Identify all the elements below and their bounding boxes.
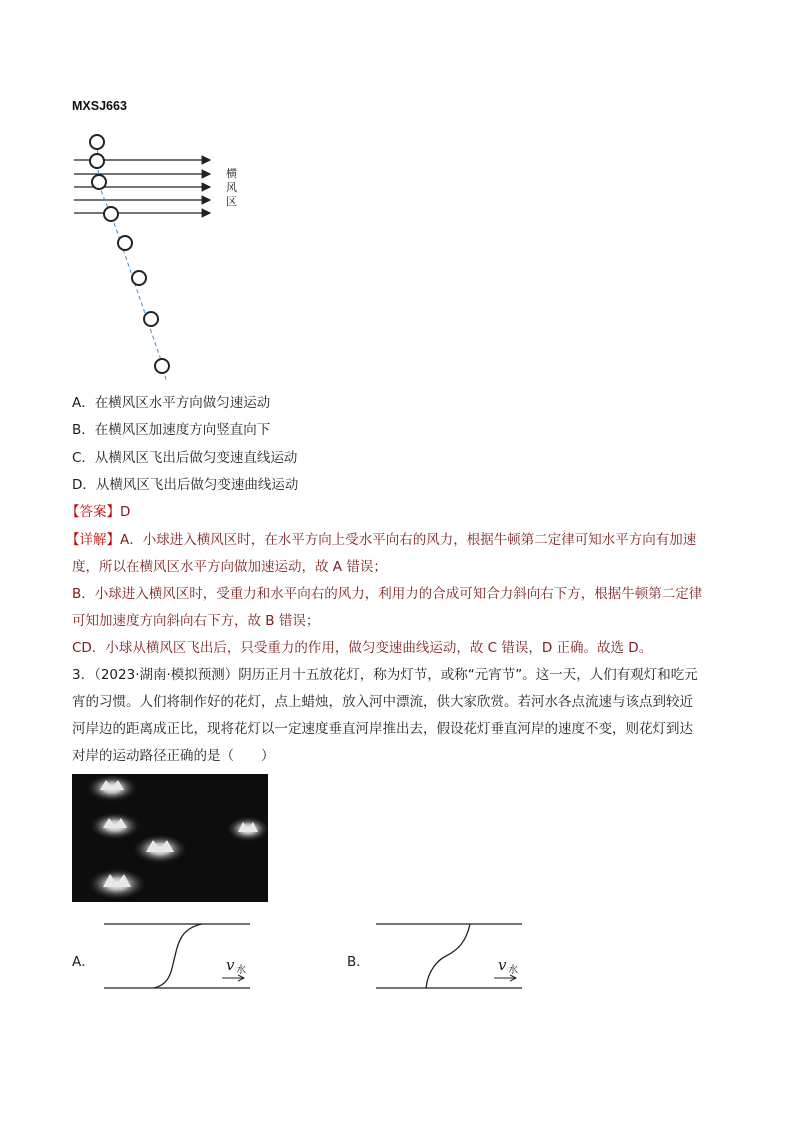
wind-label-3: 区 — [226, 195, 237, 208]
question3-line-4: 对岸的运动路径正确的是（ ） — [72, 748, 275, 764]
problem-code: MXSJ663 — [72, 99, 127, 113]
question3-line-2: 宵的习惯。人们将制作好的花灯，点上蜡烛，放入河中漂流，供大家欣赏。若河水各点流速与该点到较近 — [72, 694, 693, 710]
balls — [90, 135, 169, 373]
explanation-line-1: 【详解】A．小球进入横风区时，在水平方向上受水平向右的风力，根据牛顿第二定律可知水平方向有加速 — [66, 532, 697, 548]
q3-option-b-velocity: v — [498, 956, 507, 974]
q3-option-a-figure — [104, 920, 252, 994]
q3-option-b-velocity-sub: 水 — [508, 965, 518, 976]
answer-value: D — [120, 504, 131, 520]
q3-option-a-label: A． — [72, 954, 95, 970]
explanation-line-4: 可知加速度方向斜向右下方，故 B 错误； — [72, 613, 320, 629]
question3-line-3: 河岸边的距离成正比，现将花灯以一定速度垂直河岸推出去，假设花灯垂直河岸的速度不变，则花灯到达 — [72, 721, 693, 737]
crosswind-figure — [68, 128, 248, 384]
question3-line-1: 3．（2023·湖南·模拟预测）阴历正月十五放花灯，称为灯节，或称“元宵节”。这一天，人们有观灯和吃元 — [72, 667, 698, 683]
answer-line — [66, 502, 130, 522]
option-d: D．从横风区飞出后做匀变速曲线运动 — [72, 477, 299, 493]
option-b: B．在横风区加速度方向竖直向下 — [72, 422, 271, 438]
explanation-line-3: B．小球进入横风区时，受重力和水平向右的风力，利用力的合成可知合力斜向右下方，根据牛顿第二定律 — [72, 586, 703, 602]
explanation-tag: 【详解】 — [66, 532, 120, 548]
q3-option-a-velocity-sub: 水 — [236, 965, 246, 976]
lantern-photo — [72, 774, 268, 902]
q3-option-b-label: B． — [347, 954, 370, 970]
wind-label-2: 风 — [226, 181, 237, 194]
q3-option-b-figure — [376, 920, 524, 994]
explanation-line-5: CD．小球从横风区飞出后，只受重力的作用，做匀变速曲线运动，故 C 错误，D 正确。故选 D。 — [72, 640, 653, 656]
wind-label-1: 横 — [226, 167, 237, 180]
option-a: A．在横风区水平方向做匀速运动 — [72, 395, 271, 411]
q3-option-a-velocity: v — [226, 956, 235, 974]
option-c: C．从横风区飞出后做匀变速直线运动 — [72, 450, 298, 466]
trajectory-dashed — [97, 142, 166, 380]
explanation-line-2: 度，所以在横风区水平方向做加速运动，故 A 错误； — [72, 559, 387, 575]
answer-tag: 【答案】 — [66, 504, 120, 520]
